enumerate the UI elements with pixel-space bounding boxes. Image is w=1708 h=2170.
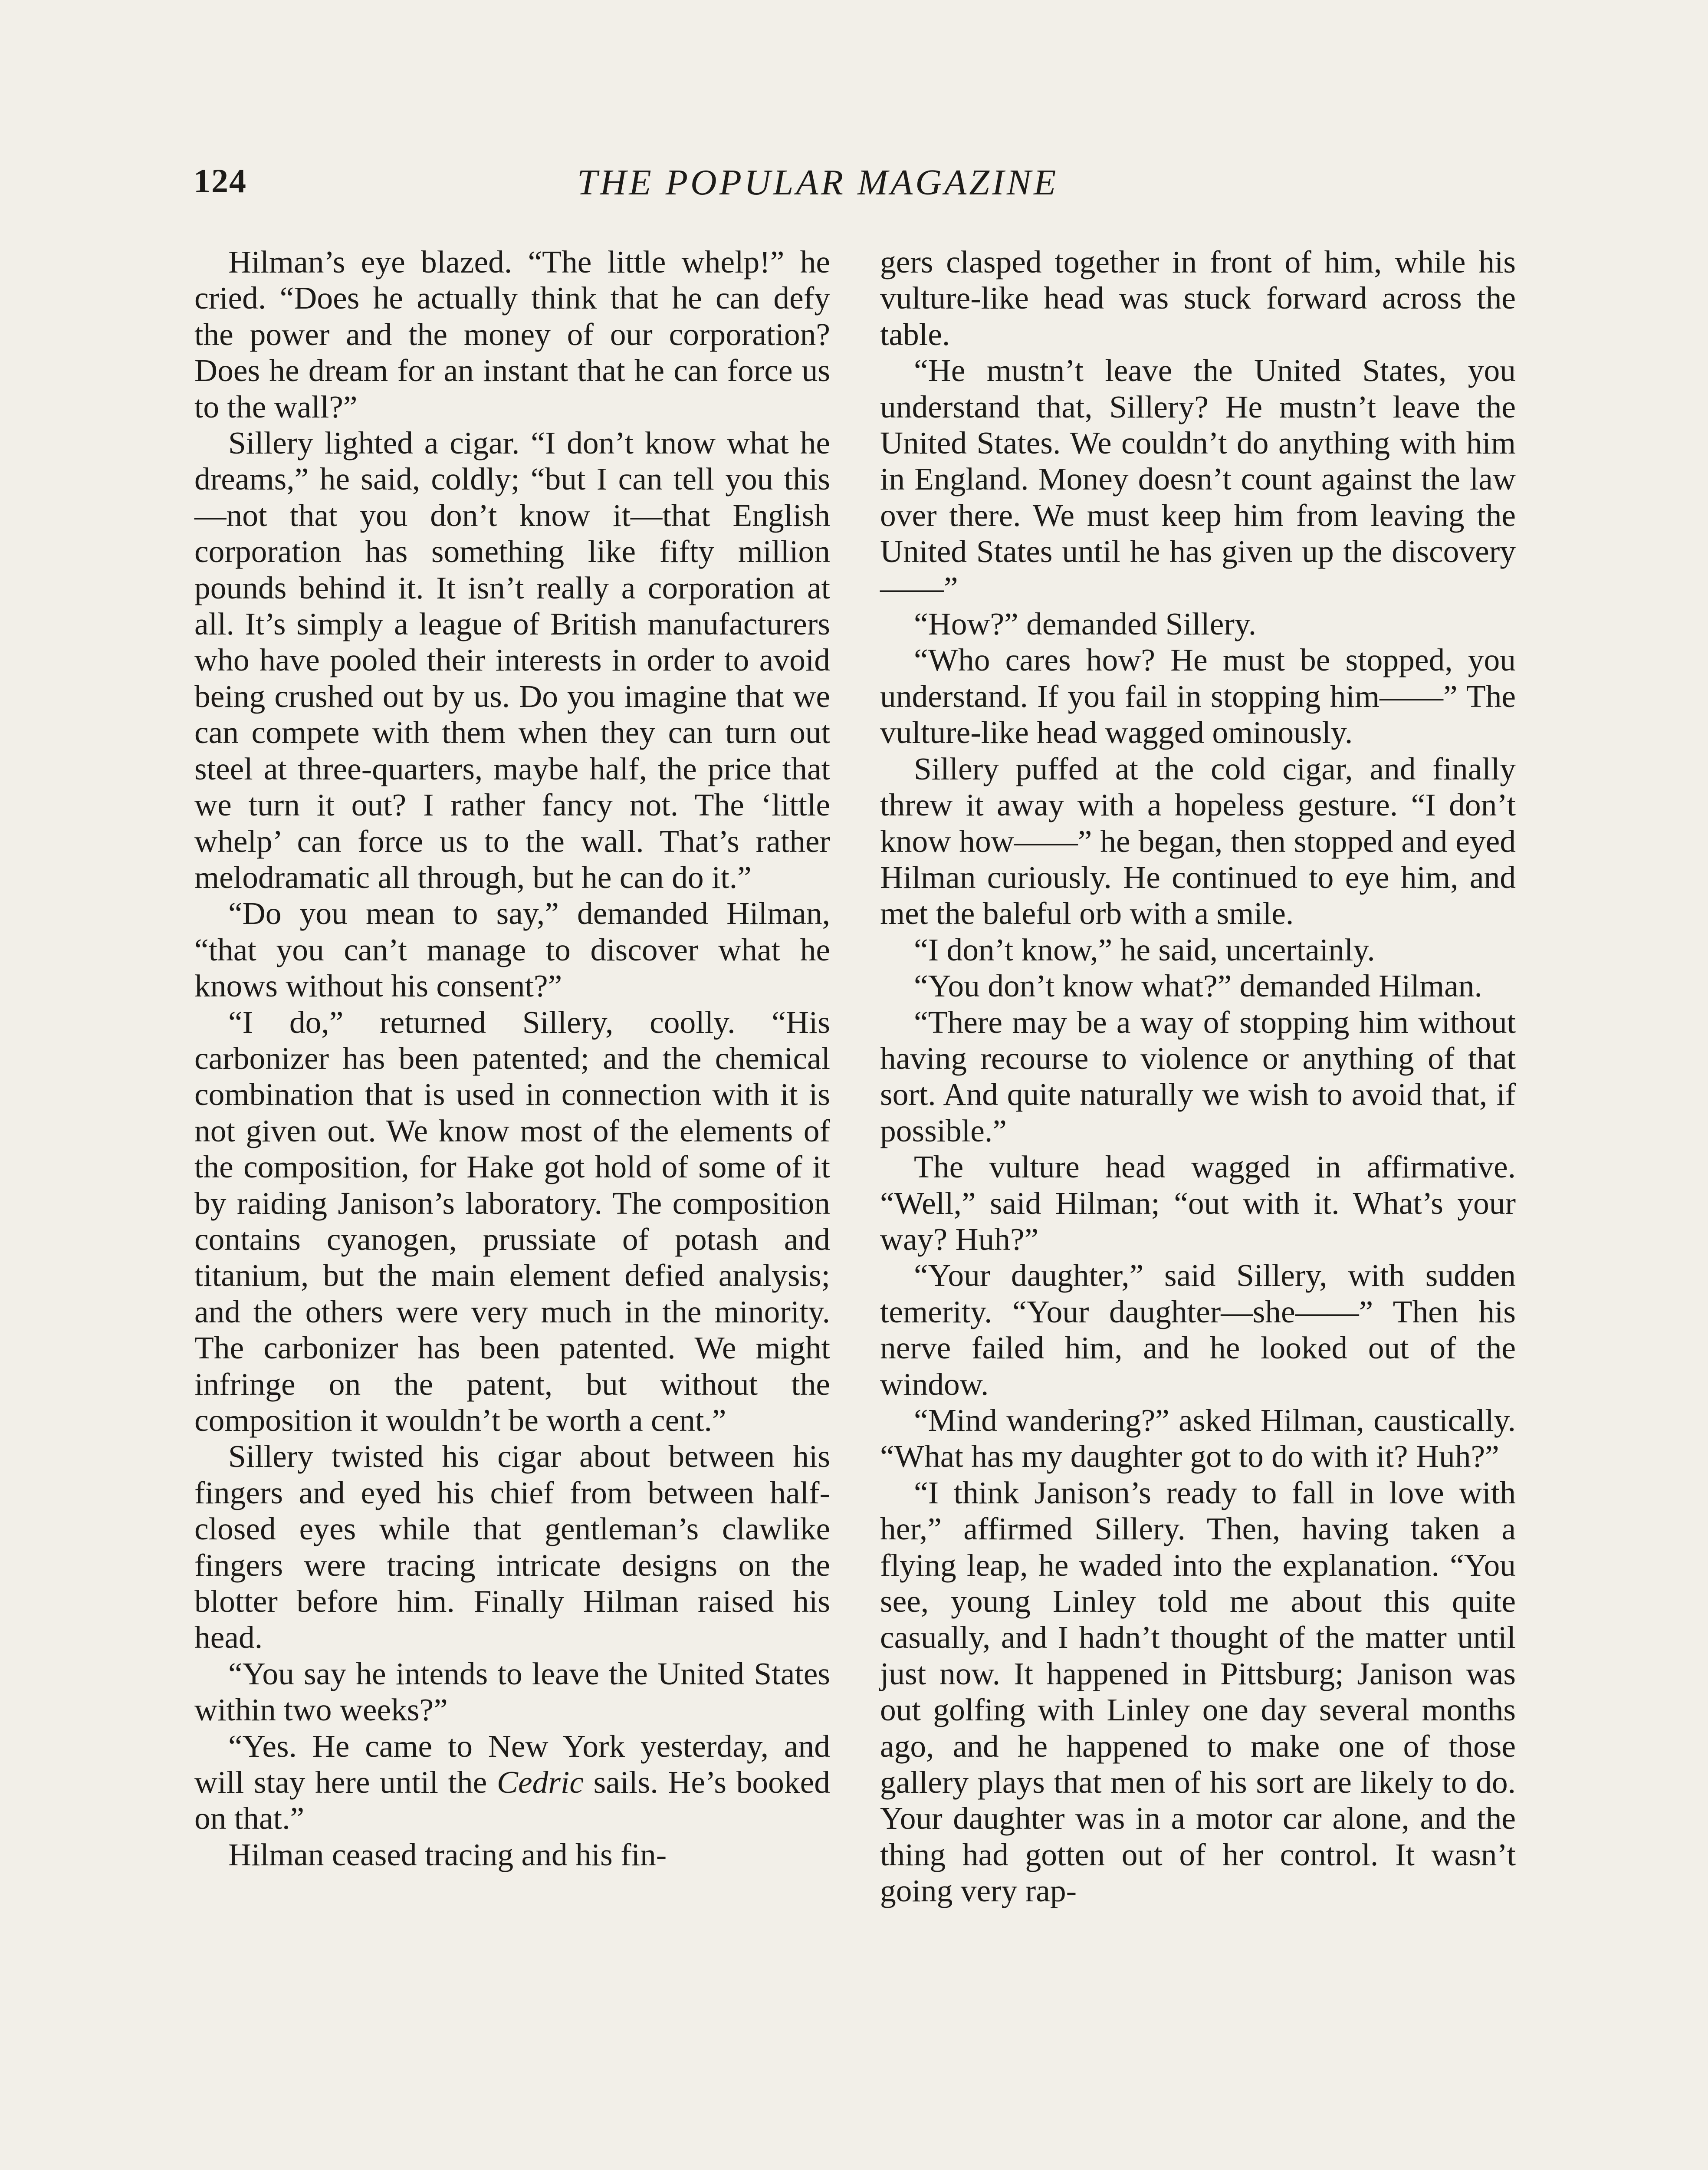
- ship-name: Cedric: [496, 1765, 584, 1800]
- paragraph: “I don’t know,” he said, uncertainly.: [914, 932, 1375, 967]
- paragraph: “I do,” returned Sillery, coolly. “His carbonizer has been patented; and the chemical combination that is used in connection with it is not given out. We know most of the elements of the composition, for Hake got hold of some of it by raiding Janison’s laboratory. The composition contains cyanogen, prussiate of potash and titanium, but the main element defied analysis; and the others were very much in the minority. The carbonizer has been patented. We might infringe on the patent, but without the composition it wouldn’t be worth a cent.”: [194, 1004, 830, 1438]
- text-run: sails. He’s booked on that.”: [194, 1765, 830, 1836]
- paragraph: “Mind wandering?” asked Hilman, caustically. “What has my daughter got to do with it? Huh?”: [880, 1403, 1516, 1474]
- paragraph: “How?” demanded Sillery.: [914, 606, 1257, 642]
- paragraph: Sillery twisted his cigar about between his fingers and eyed his chief from between half-closed eyes while that gentleman’s clawlike fingers were tracing intricate designs on the blotter before him. Finally Hilman raised his head.: [194, 1439, 830, 1655]
- paragraph: [194, 1728, 830, 1837]
- paragraph: Hilman ceased tracing and his fin-: [228, 1837, 667, 1872]
- paragraph: gers clasped together in front of him, while his vulture-like head was stuck forward across the table.: [880, 244, 1516, 352]
- right-column: [880, 244, 1516, 1909]
- paragraph: Sillery puffed at the cold cigar, and finally threw it away with a hopeless gesture. “I don’t know how——” he began, then stopped and eyed Hilman curiously. He continued to eye him, and met the baleful orb with a smile.: [880, 751, 1516, 931]
- text-run: “Yes. He came to New York yesterday, and will stay here until the: [194, 1728, 830, 1800]
- paragraph: The vulture head wagged in affirmative. “Well,” said Hilman; “out with it. What’s your way? Huh?”: [880, 1149, 1516, 1257]
- paragraph: Hilman’s eye blazed. “The little whelp!” he cried. “Does he actually think that he can defy the power and the money of our corporation? Does he dream for an instant that he can force us to the wall?”: [194, 244, 830, 424]
- paragraph: “He mustn’t leave the United States, you understand that, Sillery? He mustn’t leave the United States. We couldn’t do anything with him in England. Money doesn’t count against the law over there. We must keep him from leaving the United States until he has given up the discovery——”: [880, 353, 1516, 605]
- left-column: [194, 244, 830, 1873]
- paragraph: “You say he intends to leave the United States within two weeks?”: [194, 1656, 830, 1728]
- paragraph: Sillery lighted a cigar. “I don’t know what he dreams,” he said, coldly; “but I can tell you this—not that you don’t know it—that English corporation has something like fifty million pounds behind it. It isn’t really a corporation at all. It’s simply a league of British manufacturers who have pooled their interests in order to avoid being crushed out by us. Do you imagine that we can compete with them when they can turn out steel at three-quarters, maybe half, the price that we turn it out? I rather fancy not. The ‘little whelp’ can force us to the wall. That’s rather melodramatic all through, but he can do it.”: [194, 425, 830, 895]
- paragraph: “Your daughter,” said Sillery, with sudden temerity. “Your daughter—she——” Then his nerve failed him, and he looked out of the window.: [880, 1258, 1516, 1402]
- paragraph: “Do you mean to say,” demanded Hilman, “that you can’t manage to discover what he knows without his consent?”: [194, 896, 830, 1004]
- paragraph: “There may be a way of stopping him without having recourse to violence or anything of that sort. And quite naturally we wish to avoid that, if possible.”: [880, 1004, 1516, 1148]
- running-head: THE POPULAR MAGAZINE: [577, 162, 1059, 203]
- page-number: 124: [194, 162, 247, 200]
- paragraph: “I think Janison’s ready to fall in love with her,” affirmed Sillery. Then, having taken a flying leap, he waded into the explanation. “You see, young Linley told me about this quite casually, and I hadn’t thought of the matter until just now. It happened in Pittsburg; Janison was out golfing with Linley one day several months ago, and he happened to make one of those gallery plays that men of his sort are likely to do. Your daughter was in a motor car alone, and the thing had gotten out of her control. It wasn’t going very rap-: [880, 1475, 1516, 1909]
- paragraph: “You don’t know what?” demanded Hilman.: [914, 968, 1482, 1004]
- paragraph: “Who cares how? He must be stopped, you understand. If you fail in stopping him——” The vulture-like head wagged ominously.: [880, 642, 1516, 750]
